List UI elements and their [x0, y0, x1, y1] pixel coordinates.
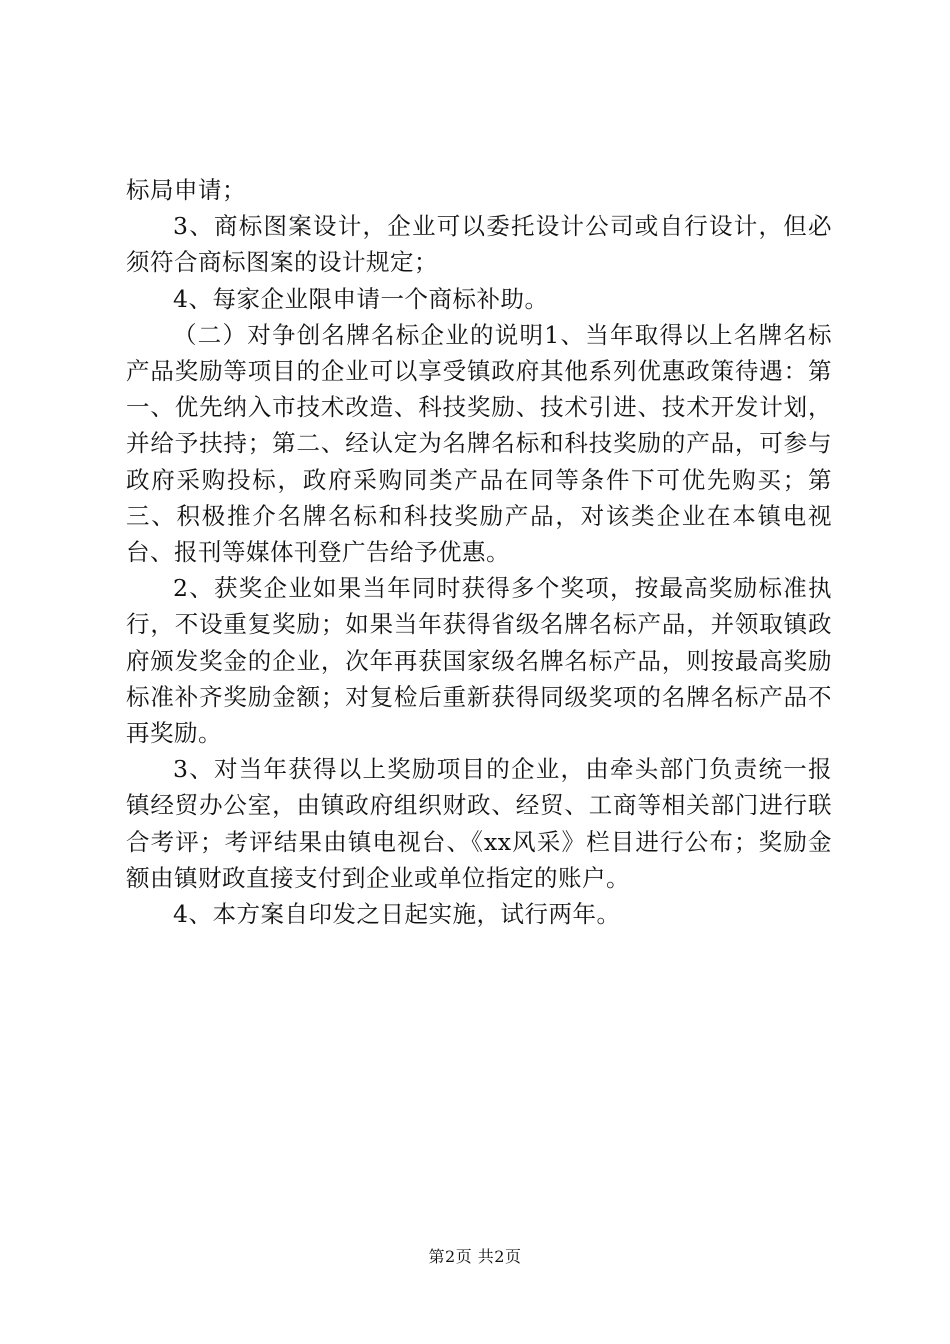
paragraph-item-4-subsidy-limit: 4、每家企业限申请一个商标补助。: [173, 284, 549, 313]
paragraph-item-3-trademark-design: 3、商标图案设计，企业可以委托设计公司或自行设计，但必须符合商标图案的设计规定；: [126, 212, 832, 277]
paragraph-section-2-explanation: （二）对争创名牌名标企业的说明1、当年取得以上名牌名标产品奖励等项目的企业可以享受镇政府其他系列优惠政策待遇：第一、优先纳入市技术改造、科技奖励、技术引进、技术开发计划，并给予扶持；第二、经认定为名牌名标和科技奖励的产品，可参与政府采购投标，政府采购同类产品在同等条件下可优先购买；第三、积极推介名牌名标和科技奖励产品，对该类企业在本镇电视台、报刊等媒体刊登广告给予优惠。: [126, 320, 832, 567]
paragraph-continuation: 标局申请；: [126, 176, 246, 204]
paragraph-item-4-effective-date: 4、本方案自印发之日起实施，试行两年。: [173, 900, 621, 929]
page-number-footer: 第2页 共2页: [428, 1247, 522, 1266]
document-body: [126, 172, 832, 932]
paragraph-item-3-evaluation: 3、对当年获得以上奖励项目的企业，由牵头部门负责统一报镇经贸办公室，由镇政府组织财政、经贸、工商等相关部门进行联合考评；考评结果由镇电视台、《xx风采》栏目进行公布；奖励金额由镇财政直接支付到企业或单位指定的账户。: [126, 755, 832, 892]
paragraph-item-2-award-rules: 2、获奖企业如果当年同时获得多个奖项，按最高奖励标准执行，不设重复奖励；如果当年获得省级名牌名标产品，并领取镇政府颁发奖金的企业，次年再获国家级名牌名标产品，则按最高奖励标准补齐奖励金额；对复检后重新获得同级奖项的名牌名标产品不再奖励。: [126, 574, 832, 748]
